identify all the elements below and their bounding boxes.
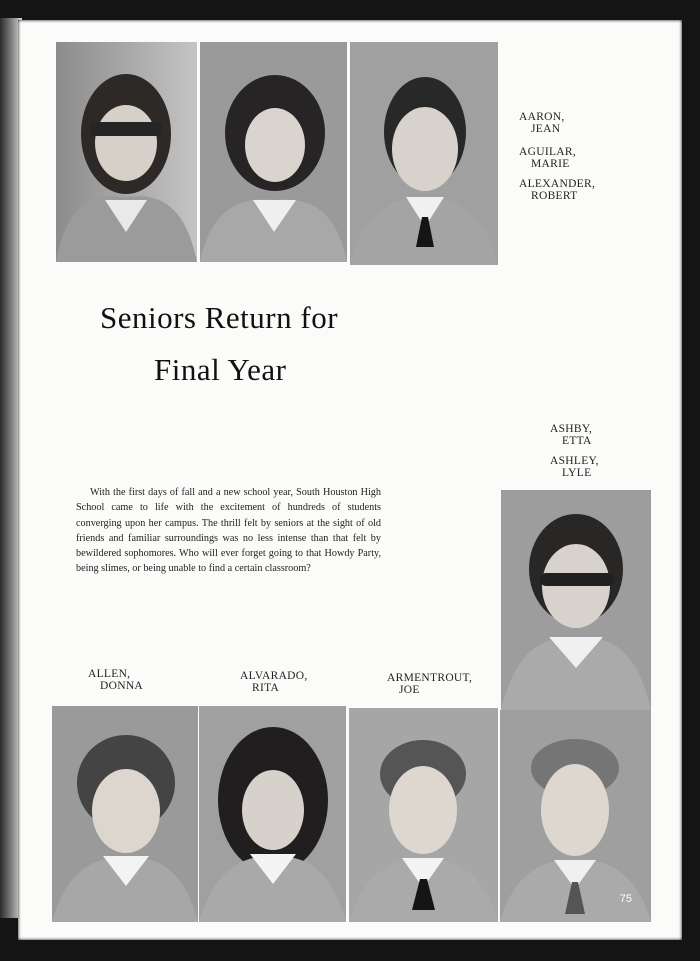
photo-marie-aguilar: [200, 42, 347, 262]
photo-joe-armentrout: [349, 708, 498, 922]
name-marie-aguilar: AGUILAR, MARIE: [519, 146, 577, 170]
photo-rita-alvarado: [199, 706, 346, 922]
photo-etta-ashby: [501, 490, 651, 710]
photo-lyle-ashley: [500, 710, 651, 922]
page-number: 75: [619, 893, 632, 905]
page-headline-first-line: Seniors Return for: [100, 300, 339, 335]
name-etta-ashby: ASHBY, ETTA: [550, 423, 593, 447]
yearbook-page: [18, 20, 682, 940]
name-robert-alexander: ALEXANDER, ROBERT: [519, 178, 596, 202]
name-rita-alvarado: ALVARADO, RITA: [240, 670, 308, 694]
feature-paragraph: With the first days of fall and a new school year, South Houston High School came to life with the excitement of hundreds of students converging upon her campus. The thrill felt by seniors at the sight of old friends and familiar surroundings was no less intense than that felt by bewildered sophomores. Who will ever forget going to that Howdy Party, being slimes, or being unable to find a certain classroom?: [76, 487, 381, 575]
name-donna-allen: ALLEN, DONNA: [88, 668, 144, 692]
page-headline-second-line: Final Year: [154, 352, 287, 387]
photo-jean-aaron: [56, 42, 197, 262]
name-joe-armentrout: ARMENTROUT, JOE: [387, 672, 473, 696]
photo-robert-alexander: [350, 42, 498, 265]
name-jean-aaron: AARON, JEAN: [519, 111, 565, 135]
photo-donna-allen: [52, 706, 198, 922]
name-lyle-ashley: ASHLEY, LYLE: [550, 455, 599, 479]
